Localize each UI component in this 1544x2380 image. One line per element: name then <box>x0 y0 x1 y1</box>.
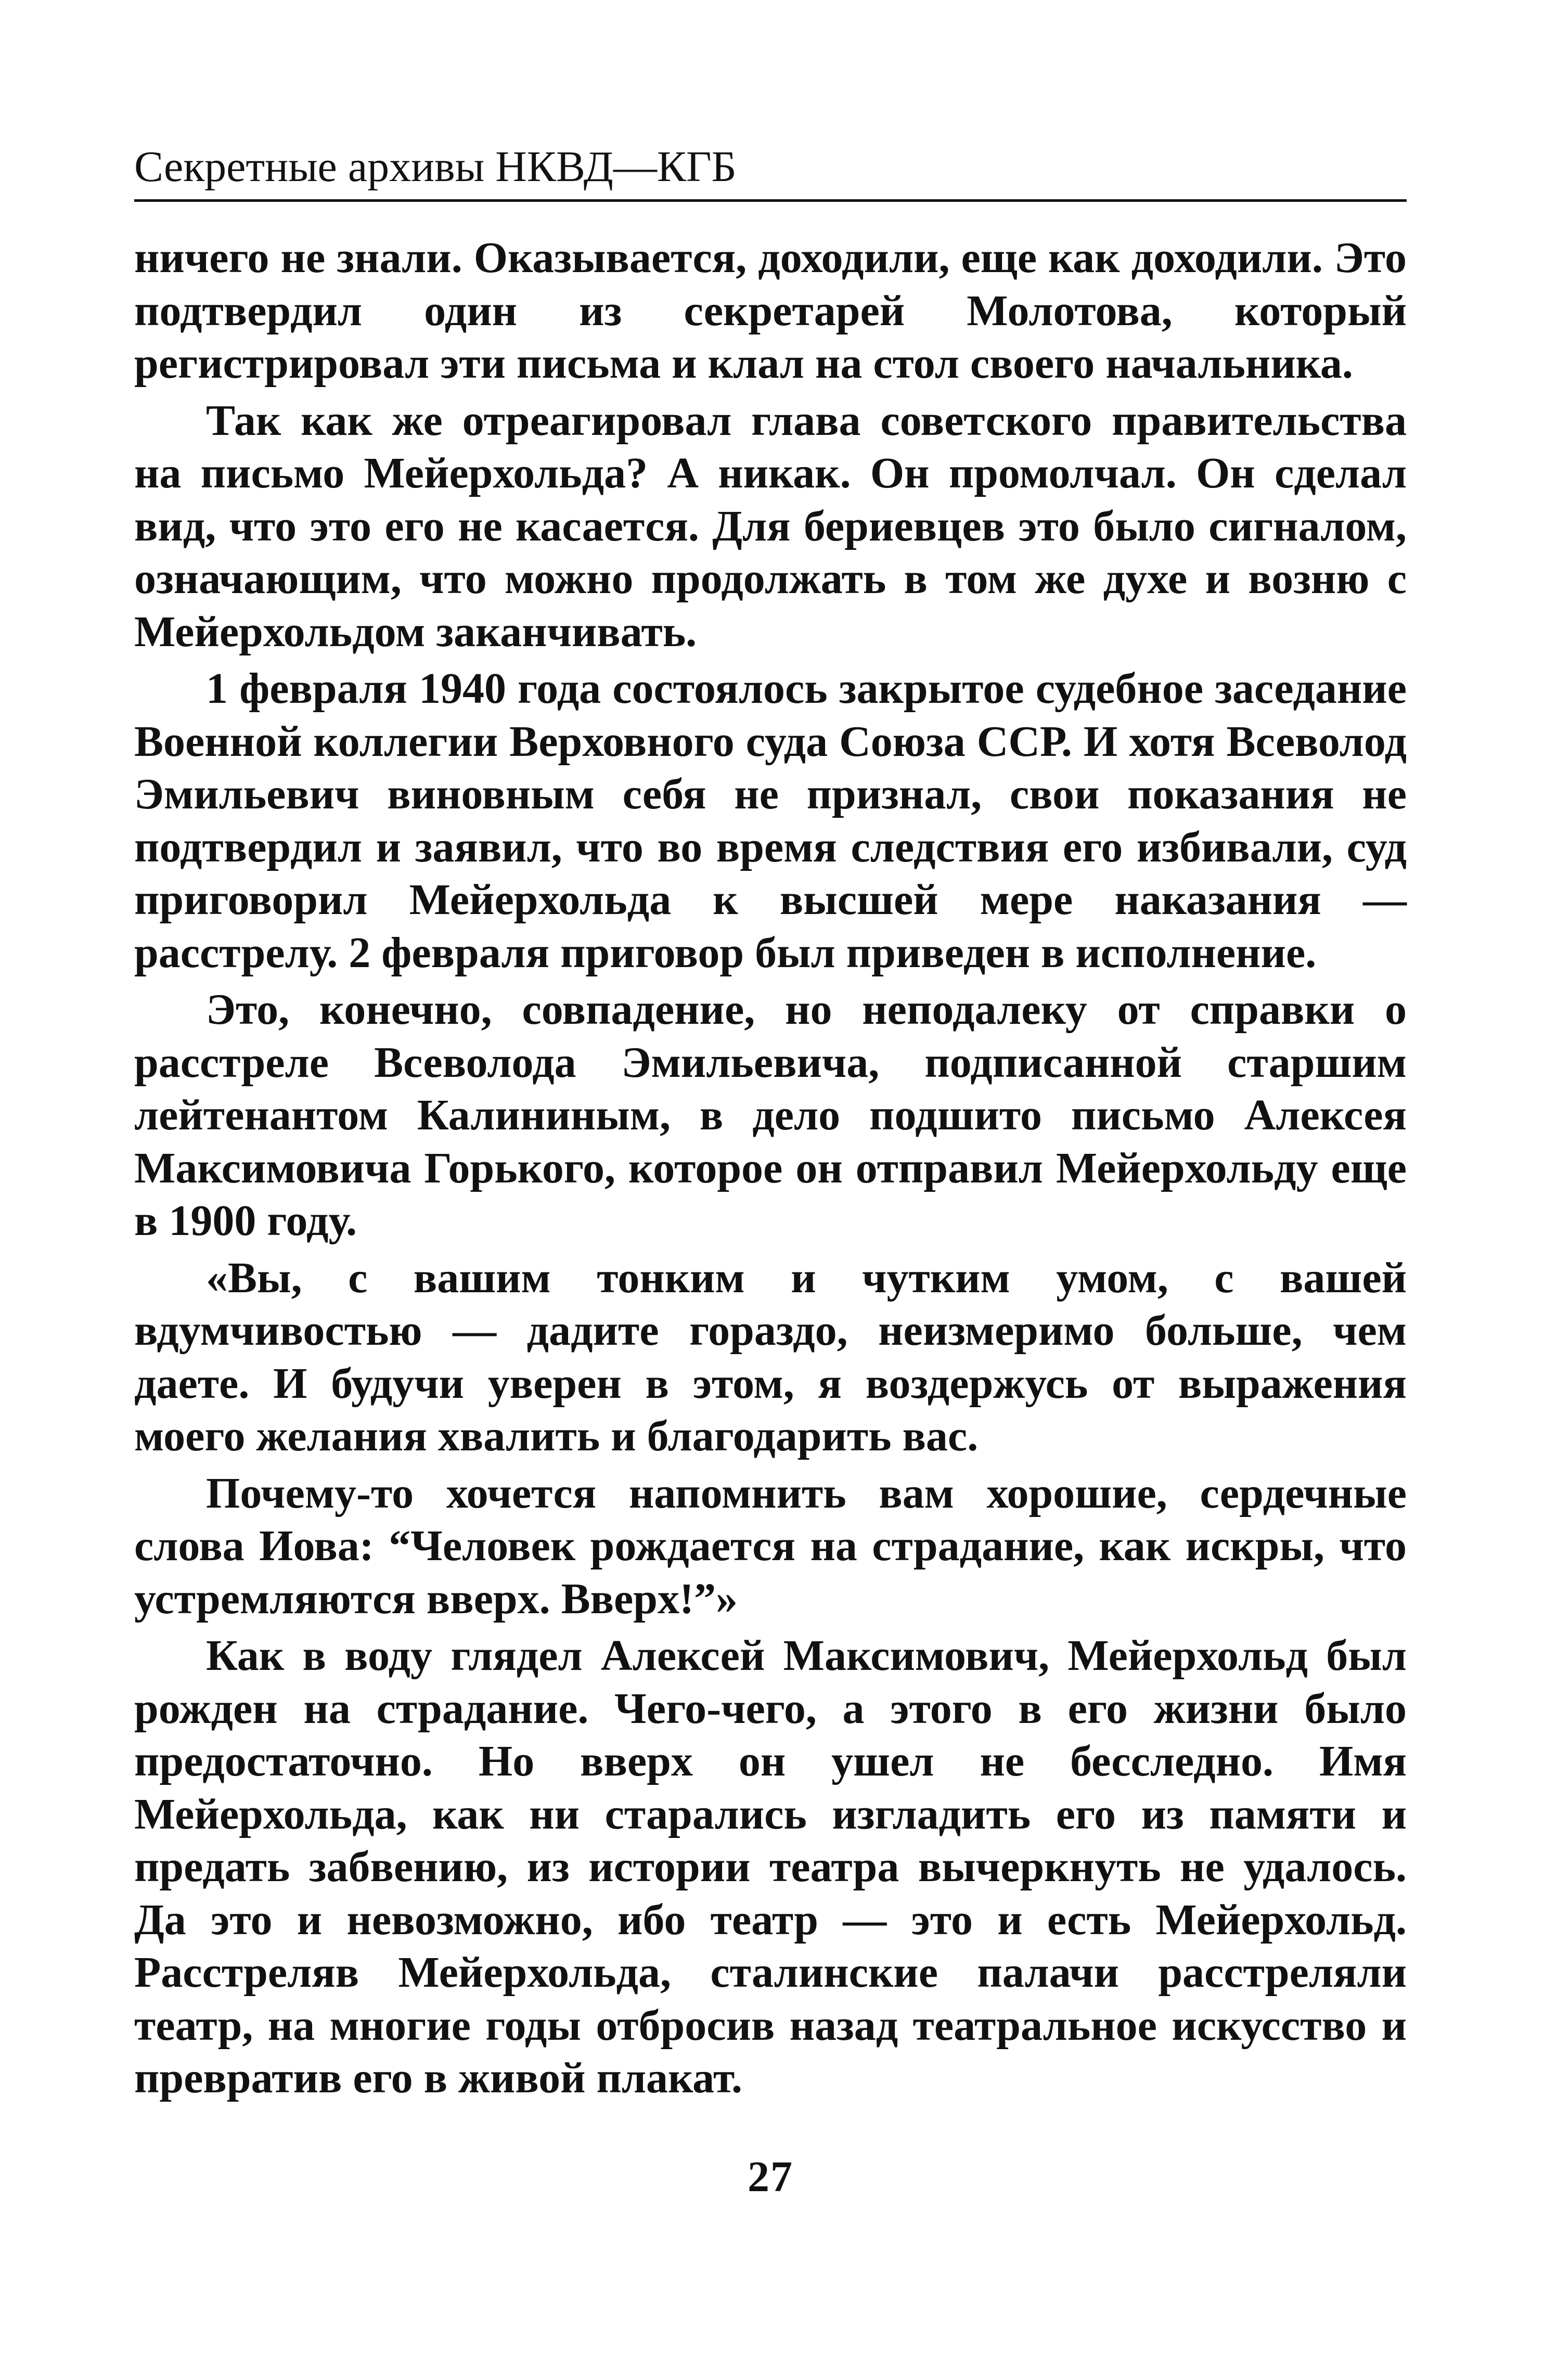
paragraph: Как в воду глядел Алексей Максимович, Мейерхольд был рожден на страдание. Чего-чего, а этого в его жизни было предостаточно. Но вверх он ушел не бесследно. Имя Мейерхольда, как ни старались изгладить его из памяти и предать забвению, из истории театра вычеркнуть не удалось. Да это и невозможно, ибо театр — это и есть Мейерхольд. Расстреляв Мейерхольда, сталинские палачи расстреляли театр, на многие годы отбросив назад театральное искусство и превратив его в живой плакат. <box>134 1631 1407 2102</box>
paragraph: Это, конечно, совпадение, но неподалеку от справки о расстреле Всеволода Эмильевича, подписанной старшим лейтенантом Калининым, в дело подшито письмо Алексея Максимовича Горького, которое он отправил Мейерхольду еще в 1900 году. <box>134 985 1407 1245</box>
paragraph-continued: ничего не знали. Оказывается, доходили, еще как доходили. Это подтвердил один из секретарей Молотова, который регистрировал эти письма и клал на стол своего начальника. <box>134 234 1407 388</box>
paragraph: 1 февраля 1940 года состоялось закрытое судебное заседание Военной коллегии Верховного суда Союза ССР. И хотя Всеволод Эмильевич виновным себя не признал, свои показания не подтвердил и заявил, что во время следствия его избивали, суд приговорил Мейерхольда к высшей мере наказания — расстрелу. 2 февраля приговор был приведен в исполнение. <box>134 664 1407 977</box>
book-page <box>134 138 1407 2323</box>
quote-paragraph: Почему-то хочется напомнить вам хорошие, сердечные слова Иова: “Человек рождается на страдание, как искры, что устремляются вверх. Вверх!”» <box>134 1469 1407 1623</box>
paragraph: Так как же отреагировал глава советского правительства на письмо Мейерхольда? А никак. Он промолчал. Он сделал вид, что это его не касается. Для бериевцев это было сигналом, означающим, что можно продолжать в том же духе и возню с Мейерхольдом заканчивать. <box>134 396 1407 656</box>
page-number: 27 <box>748 2153 793 2201</box>
running-title: Секретные архивы НКВД—КГБ <box>134 143 737 191</box>
running-header <box>134 138 1407 202</box>
body-text <box>134 231 1407 2109</box>
quote-paragraph: «Вы, с вашим тонким и чутким умом, с вашей вдумчивостью — дадите гораздо, неизмеримо больше, чем даете. И будучи уверен в этом, я воздержусь от выражения моего желания хвалить и благодарить вас. <box>134 1253 1407 1460</box>
